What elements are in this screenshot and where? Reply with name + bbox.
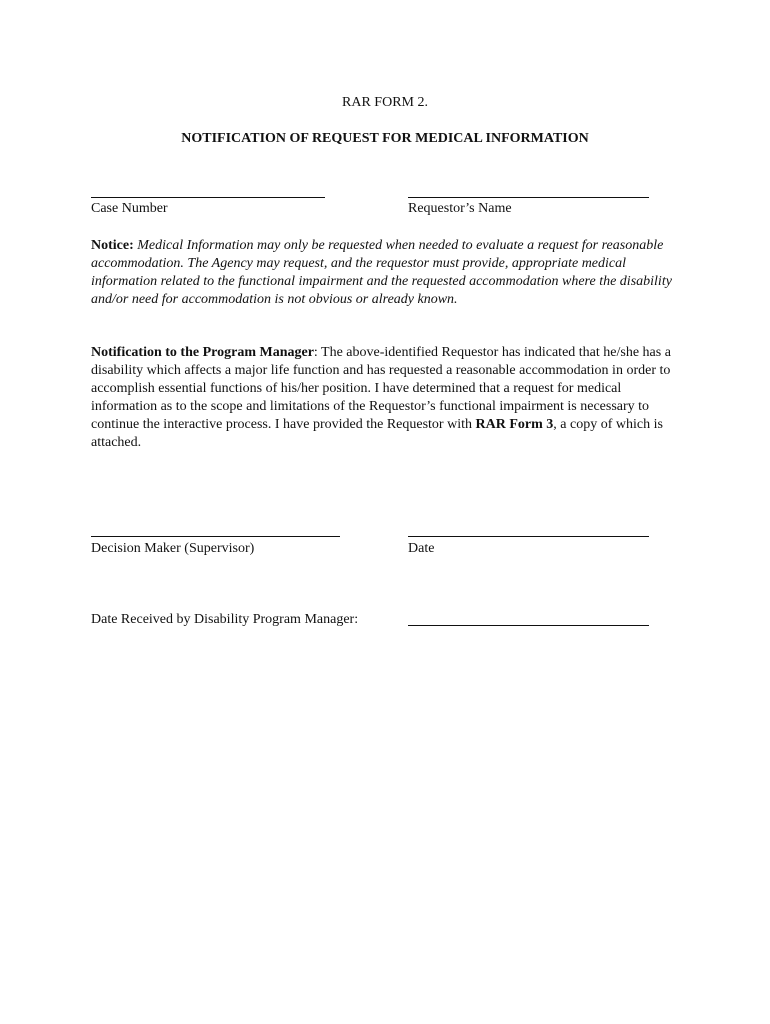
date-label: Date xyxy=(408,541,435,556)
notification-body-part2: , a copy of which is attached. xyxy=(91,417,663,450)
form-id: RAR FORM 2. xyxy=(342,95,428,110)
case-number-line[interactable] xyxy=(91,197,325,198)
requestor-name-label: Requestor’s Name xyxy=(408,201,512,216)
decision-maker-label: Decision Maker (Supervisor) xyxy=(91,541,255,556)
date-line[interactable] xyxy=(408,536,649,537)
date-received-label: Date Received by Disability Program Manager: xyxy=(91,612,359,627)
notification-lead: Notification to the Program Manager xyxy=(91,345,314,360)
notice-body: Medical Information may only be requested when needed to evaluate a request for reasonable accommodation. The Agency may request, and the requestor must provide, appropriate medical information related to the functional impairment and the requested accommodation where the disability and/or need for accommodation is not obvious or already known. xyxy=(91,238,672,307)
requestor-name-line[interactable] xyxy=(408,197,649,198)
decision-maker-line[interactable] xyxy=(91,536,340,537)
date-received-line[interactable] xyxy=(408,625,649,626)
form-reference: RAR Form 3 xyxy=(475,417,554,432)
notice-paragraph xyxy=(91,237,681,309)
notice-lead: Notice: xyxy=(91,238,134,253)
notification-paragraph xyxy=(91,344,681,452)
case-number-label: Case Number xyxy=(91,201,168,216)
notification-colon: : xyxy=(313,345,318,360)
notification-body-part1: The above-identified Requestor has indicated that he/she has a disability which affects a major life function and has requested a reasonable accommodation in order to accomplish essential functions of his/her position. I have determined that a request for medical information as to the scope and limitations of the Requestor’s functional impairment is necessary to continue the interactive process. I have provided the Requestor with xyxy=(91,345,671,432)
form-title: NOTIFICATION OF REQUEST FOR MEDICAL INFORMATION xyxy=(181,131,589,146)
